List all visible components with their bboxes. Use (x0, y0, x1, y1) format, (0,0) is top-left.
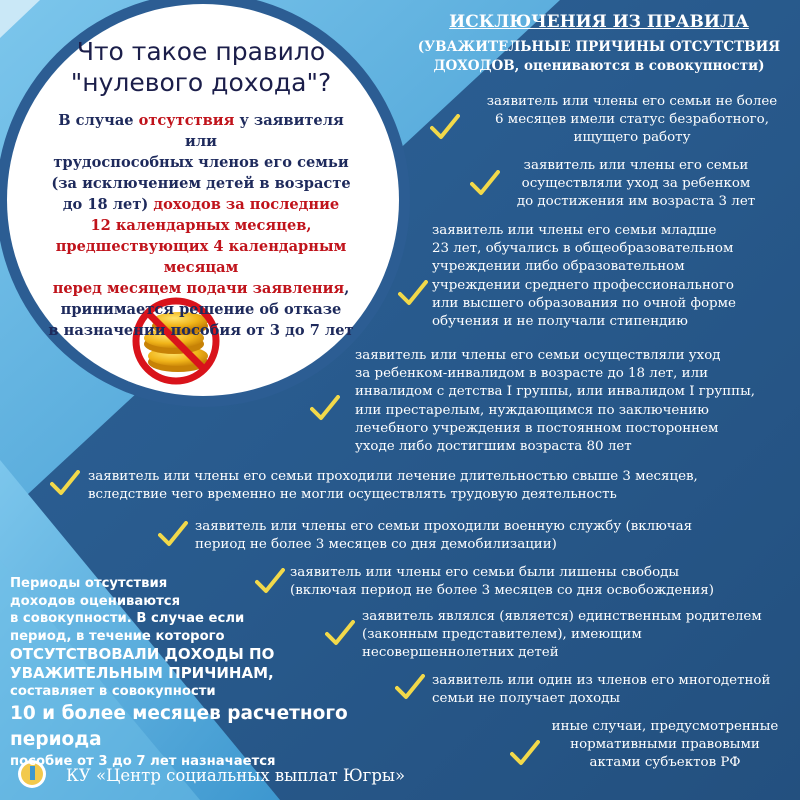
exception-item-unemployed (472, 93, 792, 148)
footer-organization: КУ «Центр социальных выплат Югры» (66, 766, 406, 785)
note-line: пособие от 3 до 7 лет назначается (10, 753, 276, 769)
exception-item-medical-treatment (88, 468, 788, 504)
note-emphasis: ОТСУТСТВОВАЛИ ДОХОДЫ ПО (10, 645, 275, 663)
income-periods-note (10, 575, 430, 770)
checkmark-icon (398, 280, 428, 306)
note-line: Периоды отсутствия (10, 576, 168, 591)
exceptions-subheading (398, 38, 800, 76)
exception-line: инвалидом с детства I группы, или инвалидом I группы, (355, 384, 756, 400)
exception-line: заявитель или один из членов его многодетной (432, 673, 771, 688)
exception-line: или высшего образования по очной форме (432, 295, 736, 311)
exceptions-subheading-line: ДОХОДОВ, оцениваются в совокупности) (433, 58, 765, 74)
exception-line: актами субъектов РФ (589, 755, 741, 771)
exception-line: заявитель или члены его семьи (523, 158, 749, 173)
exception-item-childcare-3 (505, 157, 767, 212)
note-line: период, в течение которого (10, 628, 225, 644)
exception-line: лечебного учреждения в постоянном постороннем (355, 420, 719, 436)
exception-line: до достижения им возраста 3 лет (516, 194, 756, 210)
exception-line: обучения и не получали стипендию (432, 314, 688, 330)
page-title (40, 36, 362, 98)
exceptions-heading: ИСКЛЮЧЕНИЯ ИЗ ПРАВИЛА (449, 12, 749, 32)
intro-text: (за исключением детей в возрасте (51, 175, 351, 192)
intro-text: принимается решение об отказе (60, 301, 342, 318)
exception-line: заявитель или члены его семьи были лишены свободы (290, 565, 680, 580)
checkmark-icon (510, 740, 540, 766)
exception-line: уходе либо достигшим возраста 80 лет (355, 439, 632, 455)
intro-highlight: 12 календарных месяцев, (90, 217, 312, 234)
intro-text: В случае (58, 112, 139, 129)
exception-item-military-service (195, 518, 785, 554)
title-line-1: Что такое правило (76, 37, 326, 66)
intro-highlight: предшествующих 4 календарным месяцам (55, 238, 347, 276)
exception-line: нормативными правовыми (570, 737, 760, 753)
checkmark-icon (470, 170, 500, 196)
exception-item-large-family (432, 672, 792, 708)
intro-text: до 18 лет) (62, 196, 154, 213)
exception-line: вследствие чего временно не могли осуществлять трудовую деятельность (88, 487, 617, 503)
intro-highlight: перед месяцем подачи заявления (52, 280, 345, 297)
exception-line: осуществляли уход за ребенком (521, 176, 751, 192)
exception-item-students (432, 222, 772, 331)
exception-line: учреждении среднего профессионального (432, 277, 734, 293)
note-line: в совокупности. В случае если (10, 611, 245, 626)
exception-line: несовершеннолетних детей (362, 645, 559, 661)
exception-line: за ребенком-инвалидом в возрасте до 18 лет, или (355, 366, 709, 382)
exceptions-subheading-line: (УВАЖИТЕЛЬНЫЕ ПРИЧИНЫ ОТСУТСТВИЯ (417, 39, 781, 55)
exception-line: заявитель или члены его семьи младше (432, 223, 717, 238)
exception-line: (включая период не более 3 месяцев со дня освобождения) (290, 583, 714, 599)
exception-line: 6 месяцев имели статус безработного, (495, 112, 769, 128)
exception-line: 23 лет, обучались в общеобразовательном (432, 241, 734, 257)
checkmark-icon (430, 114, 460, 140)
exception-item-other-cases (540, 718, 790, 773)
exception-line: период не более 3 месяцев со дня демобилизации) (195, 537, 557, 553)
intro-text: в назначении пособия от 3 до 7 лет (48, 322, 354, 339)
title-line-2: "нулевого дохода"? (70, 68, 332, 97)
exception-line: заявитель или члены его семьи осуществляли уход (355, 348, 721, 363)
note-line: доходов оцениваются (10, 593, 181, 609)
checkmark-icon (310, 395, 340, 421)
intro-highlight: доходов за последние (153, 196, 340, 213)
exception-line: заявитель или члены его семьи проходили лечение длительностью свыше 3 месяцев, (88, 469, 698, 484)
intro-highlight: отсутствия (138, 112, 235, 129)
exception-line: иные случаи, предусмотренные (551, 719, 779, 734)
intro-text: у заявителя или (185, 112, 344, 150)
checkmark-icon (158, 521, 188, 547)
intro-text: , (344, 280, 350, 297)
note-line: составляет в совокупности (10, 684, 216, 699)
exception-line: учреждении либо образовательном (432, 259, 685, 275)
intro-text: трудоспособных членов его семьи (53, 154, 349, 171)
exception-line: ищущего работу (573, 130, 691, 146)
exception-line: или престарелым, нуждающимся по заключению (355, 402, 709, 418)
exception-line: (законным представителем), имеющим (362, 627, 642, 643)
exception-line: семьи не получает доходы (432, 691, 621, 707)
note-emphasis: УВАЖИТЕЛЬНЫМ ПРИЧИНАМ, (10, 664, 274, 682)
checkmark-icon (50, 470, 80, 496)
zero-income-rule-text (40, 110, 362, 341)
note-period-highlight: 10 и более месяцев расчетного периода (10, 702, 348, 750)
exception-item-disabled-care (355, 347, 785, 456)
exception-line: заявитель являлся (является) единственным родителем (362, 609, 762, 624)
exception-line: заявитель или члены его семьи не более (486, 94, 778, 109)
exception-line: заявитель или члены его семьи проходили военную службу (включая (195, 519, 693, 534)
